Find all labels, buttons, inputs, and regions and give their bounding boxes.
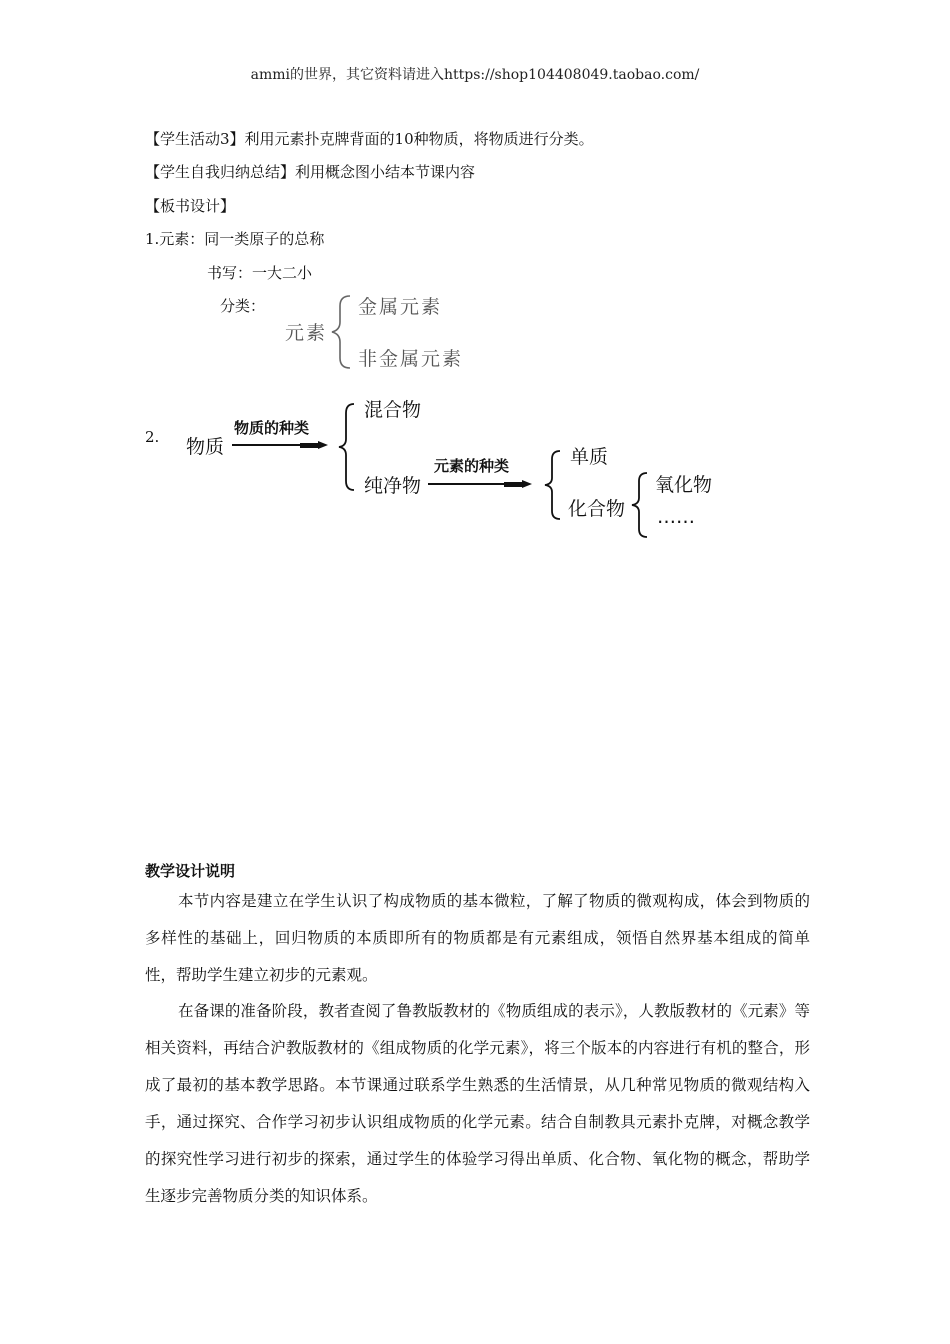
board-design-heading: 【板书设计】 — [145, 197, 236, 215]
explanation-paragraph-1: 本节内容是建立在学生认识了构成物质的基本微粒，了解了物质的微观构成，体会到物质的多样性的基础上，回归物质的本质即所有的物质都是有元素组成，领悟自然界基本组成的简单性，帮助学生建立初步的元素观。 — [145, 892, 810, 984]
substance-brace — [336, 401, 360, 493]
item-2-number: 2. — [145, 428, 160, 446]
substance-root-label: 物质 — [186, 436, 225, 458]
arrow-1-label: 物质的种类 — [234, 419, 310, 437]
oxide-label: 氧化物 — [655, 474, 713, 496]
page-header: ammi的世界，其它资料请进入https://shop104408049.taobao.com/ — [250, 67, 700, 83]
element-definition-line: 1.元素：同一类原子的总称 — [145, 230, 325, 248]
element-root-label: 元素 — [285, 322, 328, 344]
compound-brace — [630, 470, 652, 540]
element-branch-nonmetal: 非金属元素 — [358, 348, 464, 370]
activity-3-line: 【学生活动3】利用元素扑克牌背面的10种物质，将物质进行分类。 — [145, 130, 594, 148]
pure-substance-brace — [542, 448, 566, 522]
arrow-2-label: 元素的种类 — [434, 457, 510, 475]
simple-substance-label: 单质 — [570, 446, 609, 468]
mixture-label: 混合物 — [364, 399, 422, 421]
element-branch-metal: 金属元素 — [358, 296, 443, 318]
classification-label: 分类： — [220, 297, 266, 315]
explanation-paragraph-2: 在备课的准备阶段，教者查阅了鲁教版教材的《物质组成的表示》，人教版教材的《元素》等相关资料，再结合沪教版教材的《组成物质的化学元素》，将三个版本的内容进行有机的整合，形成了最初的基本教学思路。本节课通过联系学生熟悉的生活情景，从几种常见物质的微观结构入手，通过探究、合作学习初步认识组成物质的化学元素。结合自制教具元素扑克牌，对概念教学的探究性学习进行初步的探索，通过学生的体验学习得出单质、化合物、氧化物的概念，帮助学生逐步完善物质分类的知识体系。 — [145, 1002, 810, 1205]
writing-rule-line: 书写：一大二小 — [207, 264, 313, 282]
pure-substance-label: 纯净物 — [364, 475, 422, 497]
compound-label: 化合物 — [568, 498, 626, 520]
element-brace — [328, 292, 358, 372]
arrow-1 — [232, 441, 332, 451]
explanation-title: 教学设计说明 — [145, 862, 236, 880]
arrow-2 — [428, 480, 538, 490]
ellipsis-label: …… — [657, 506, 695, 528]
summary-line: 【学生自我归纳总结】利用概念图小结本节课内容 — [145, 163, 476, 181]
